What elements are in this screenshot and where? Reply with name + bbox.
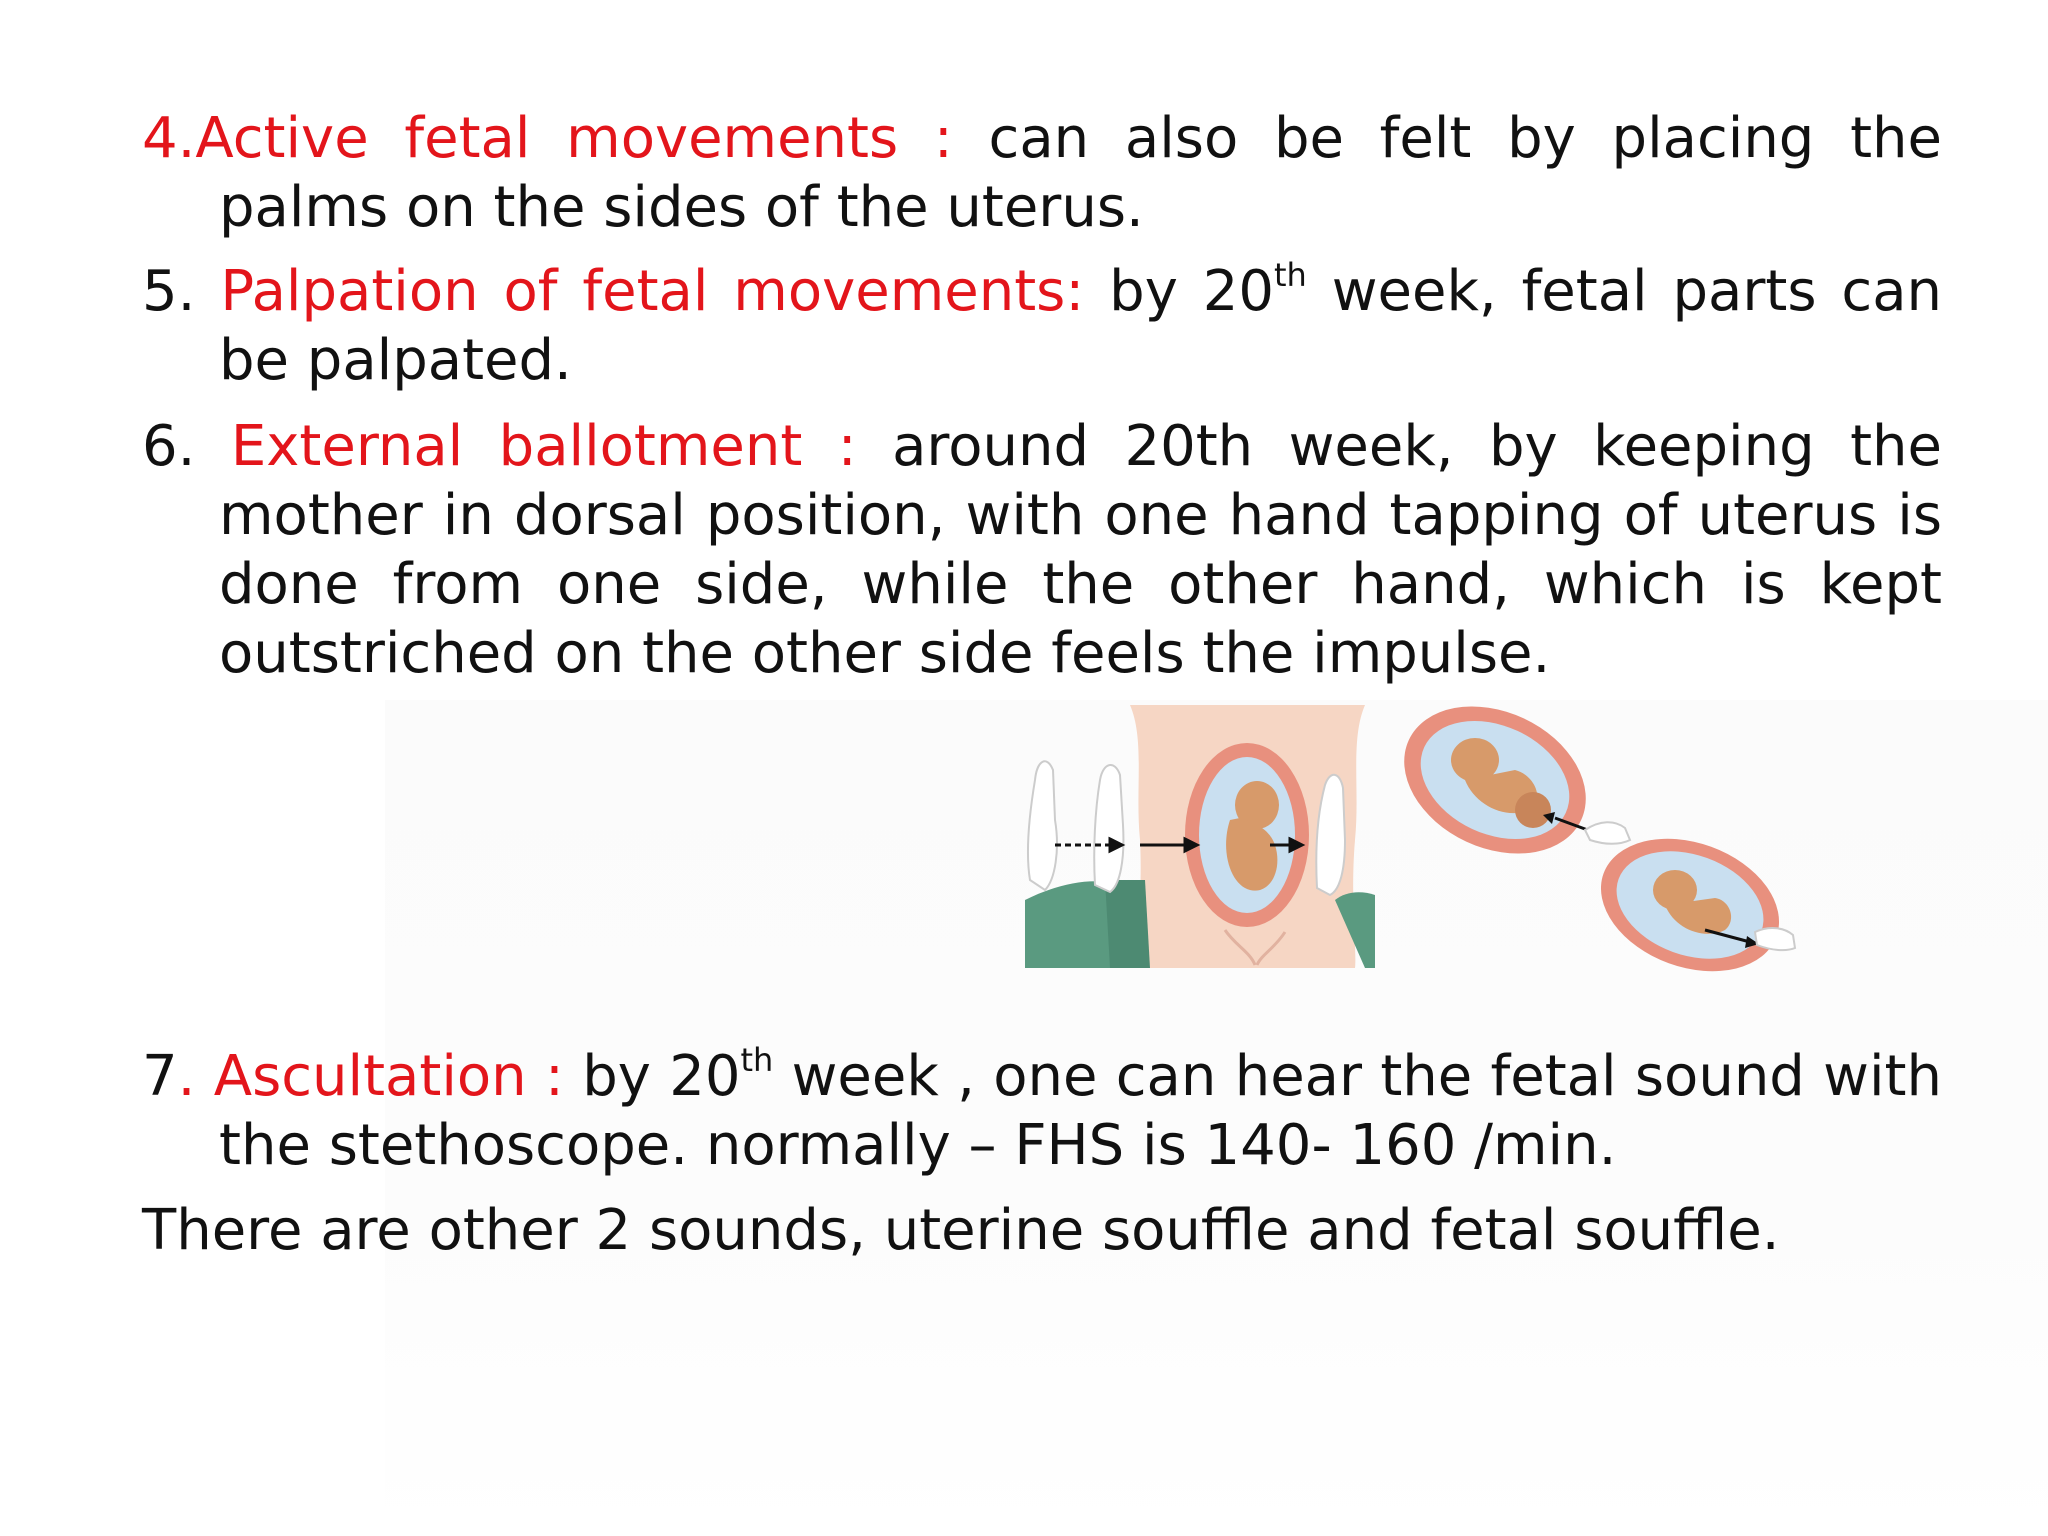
superscript: th — [1274, 256, 1307, 295]
list-item-ascultation — [142, 1042, 1942, 1180]
item-text: by 20 — [1109, 259, 1274, 324]
list-item-palpation — [142, 257, 1942, 395]
item-text: by 20 — [582, 1044, 741, 1109]
item-number: 6. — [142, 414, 231, 479]
ballotment-illustration — [1025, 700, 1815, 1000]
item-text-continued: week , one can hear the fetal sound with the stethoscope. normally – FHS is 140- 160 /min. — [219, 1044, 1942, 1178]
uterus-side-view-1 — [1380, 700, 1630, 882]
uterus-icon — [1185, 743, 1309, 927]
superscript: th — [740, 1041, 774, 1080]
item-text: can also be felt by placing the palms on the sides of the uterus. — [219, 106, 1942, 240]
item-text-continued: week, fetal parts can be palpated. — [219, 259, 1943, 393]
item-number: 7 — [142, 1044, 178, 1109]
item-label: Palpation of fetal movements: — [220, 259, 1085, 324]
item-label: . Ascultation : — [177, 1044, 564, 1109]
item-number: 5. — [142, 259, 221, 324]
list-item-external-ballotment — [142, 412, 1942, 688]
gown-middle — [1105, 880, 1150, 968]
list-item-active-fetal-movements — [142, 104, 1942, 242]
item-text: around 20th week, by keeping the mother in dorsal position, with one hand tapping of uterus is done from one side, while the other hand, which is kept outstriched on the other side feels the impulse. — [219, 414, 1942, 686]
closing-statement: There are other 2 sounds, uterine souffle and fetal souffle. — [142, 1198, 1780, 1263]
item-label: 4.Active fetal movements : — [142, 106, 953, 171]
item-label: External ballotment : — [230, 414, 857, 479]
